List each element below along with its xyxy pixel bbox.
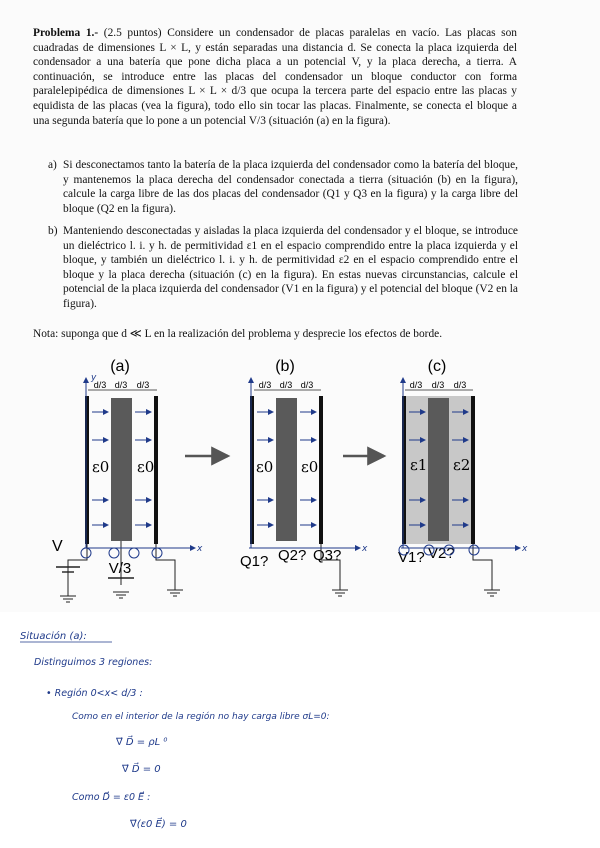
handwritten-notes (0, 612, 600, 848)
notes-divergence-zero: ∇⃗ D⃗ = 0 (122, 764, 161, 775)
item-a-label: a) (48, 159, 57, 171)
panel-c (398, 358, 528, 596)
panel-b-eps-right: ε0 (301, 458, 319, 476)
panel-c-dim-1: d/3 (409, 380, 423, 390)
panel-c-dim-3: d/3 (453, 380, 467, 390)
problem-points: (2.5 puntos) (103, 27, 162, 39)
notes-region-1: • Región 0<x< d/3 : (46, 688, 143, 699)
panel-a-battery-label: V (52, 538, 63, 555)
panel-a-right-plate (154, 396, 158, 544)
panel-a-block-battery-label: V/3 (108, 560, 132, 577)
panel-c-v1: V1? (398, 549, 425, 566)
item-b-label: b) (48, 225, 58, 237)
panel-b-q3: Q3? (313, 547, 342, 564)
panel-b-q2: Q2? (278, 547, 307, 564)
panel-c-block (428, 398, 449, 541)
panel-c-ground (484, 590, 500, 596)
notes-divergence-d: ∇⃗ D⃗ = ρL ⁰ (116, 737, 168, 748)
panel-b-eps-left: ε0 (256, 458, 274, 476)
panel-b-dim-3: d/3 (300, 380, 314, 390)
panel-c-eps-right: ε2 (453, 456, 471, 474)
panel-a-dim-2: d/3 (114, 380, 128, 390)
panel-b-title: (b) (275, 358, 295, 375)
problem-text: Considere un condensador de placas paralelas en vacío. Las placas son cuadradas de dimensiones L × L, y están separadas una distancia d. Se conecta la placa izquierda del condensador a una batería que pone dicha placa a un potencial V, y la placa derecha, a tierra. A continuación, se introduce entre las placas del condensador un bloque conductor con forma paralelepipédica de dimensiones L × L × d/3 que ocupa la tercera parte del espacio entre las placas y equidista de las placas (vea la figura), todo ello sin tocar las placas. Finalmente, se conecta el bloque a una segunda batería que lo pone a un potencial V/3 (situación (a) en la figura). (33, 27, 517, 127)
panel-a-wire-right (156, 544, 175, 590)
panel-c-x-label: x (522, 544, 528, 554)
panel-a-dim-3: d/3 (136, 380, 150, 390)
panel-a-title: (a) (110, 358, 130, 375)
panel-b-right-plate (319, 396, 323, 544)
item-b (48, 224, 518, 312)
panel-a-eps-right: ε0 (137, 458, 155, 476)
notes-constitutive: Como D⃗ = ε0 E⃗ : (72, 792, 151, 803)
notes-situation-heading: Situación (a): (20, 631, 87, 642)
item-a-text: Si desconectamos tanto la batería de la placa izquierda del condensador como la batería del bloque, y mantenemos la placa derecha del condensador conectada a tierra (situación (b) en la figura), calcule la carga libre de las dos placas del condensador (Q1 y Q3 en la figura) y la carga libre del bloque (Q2 en la figura). (63, 159, 518, 215)
panel-c-right-plate (471, 396, 475, 544)
panel-b-x-label: x (362, 544, 368, 554)
problem-note: Nota: suponga que d ≪ L en la realización del problema y desprecie los efectos de borde. (33, 328, 443, 340)
notes-regions-line: Distinguimos 3 regiones: (34, 657, 153, 668)
panel-b-dim-2: d/3 (279, 380, 293, 390)
panel-a-grounds (60, 590, 183, 602)
panel-b (240, 358, 368, 596)
panel-c-dim-2: d/3 (431, 380, 445, 390)
panel-c-wire-right (473, 544, 492, 590)
panel-a-block (111, 398, 132, 541)
problem-heading: Problema 1.- (33, 27, 99, 39)
panel-c-eps-left: ε1 (410, 456, 428, 474)
problem-statement (33, 26, 517, 128)
item-b-text: Manteniendo desconectadas y aisladas la placa izquierda del condensador y el bloque, se introduce un dieléctrico l. i. y h. de permitividad ε1 en el espacio comprendido entre la placa izquierda y el bloque, y también un dieléctrico l. i. y h. de permitividad ε2 en el espacio comprendido entre el bloque y la placa derecha (situación (c) en la figura). En estas nuevas circunstancias, calcule el potencial de la placa izquierda del condensador (V1 en la figura) y el potencial del bloque (V2 en la figura). (63, 225, 518, 310)
panel-b-ground (332, 590, 348, 596)
panel-c-v2: V2? (428, 545, 455, 562)
panel-a (52, 358, 203, 602)
panel-a-eps-left: ε0 (92, 458, 110, 476)
panel-b-dim-1: d/3 (258, 380, 272, 390)
panel-a-x-label: x (197, 544, 203, 554)
notes-divergence-e: ∇⃗(ε0 E⃗) = 0 (130, 819, 187, 830)
panel-a-y-label: y (91, 373, 97, 383)
panel-c-title: (c) (427, 358, 447, 375)
panel-b-q1: Q1? (240, 553, 269, 570)
notes-no-free-charge: Como en el interior de la región no hay carga libre σL=0: (72, 712, 330, 722)
capacitor-figure (0, 340, 600, 610)
panel-a-dim-1: d/3 (93, 380, 107, 390)
item-a (48, 158, 518, 216)
panel-b-block (276, 398, 297, 541)
panel-a-wire-left (68, 544, 87, 596)
